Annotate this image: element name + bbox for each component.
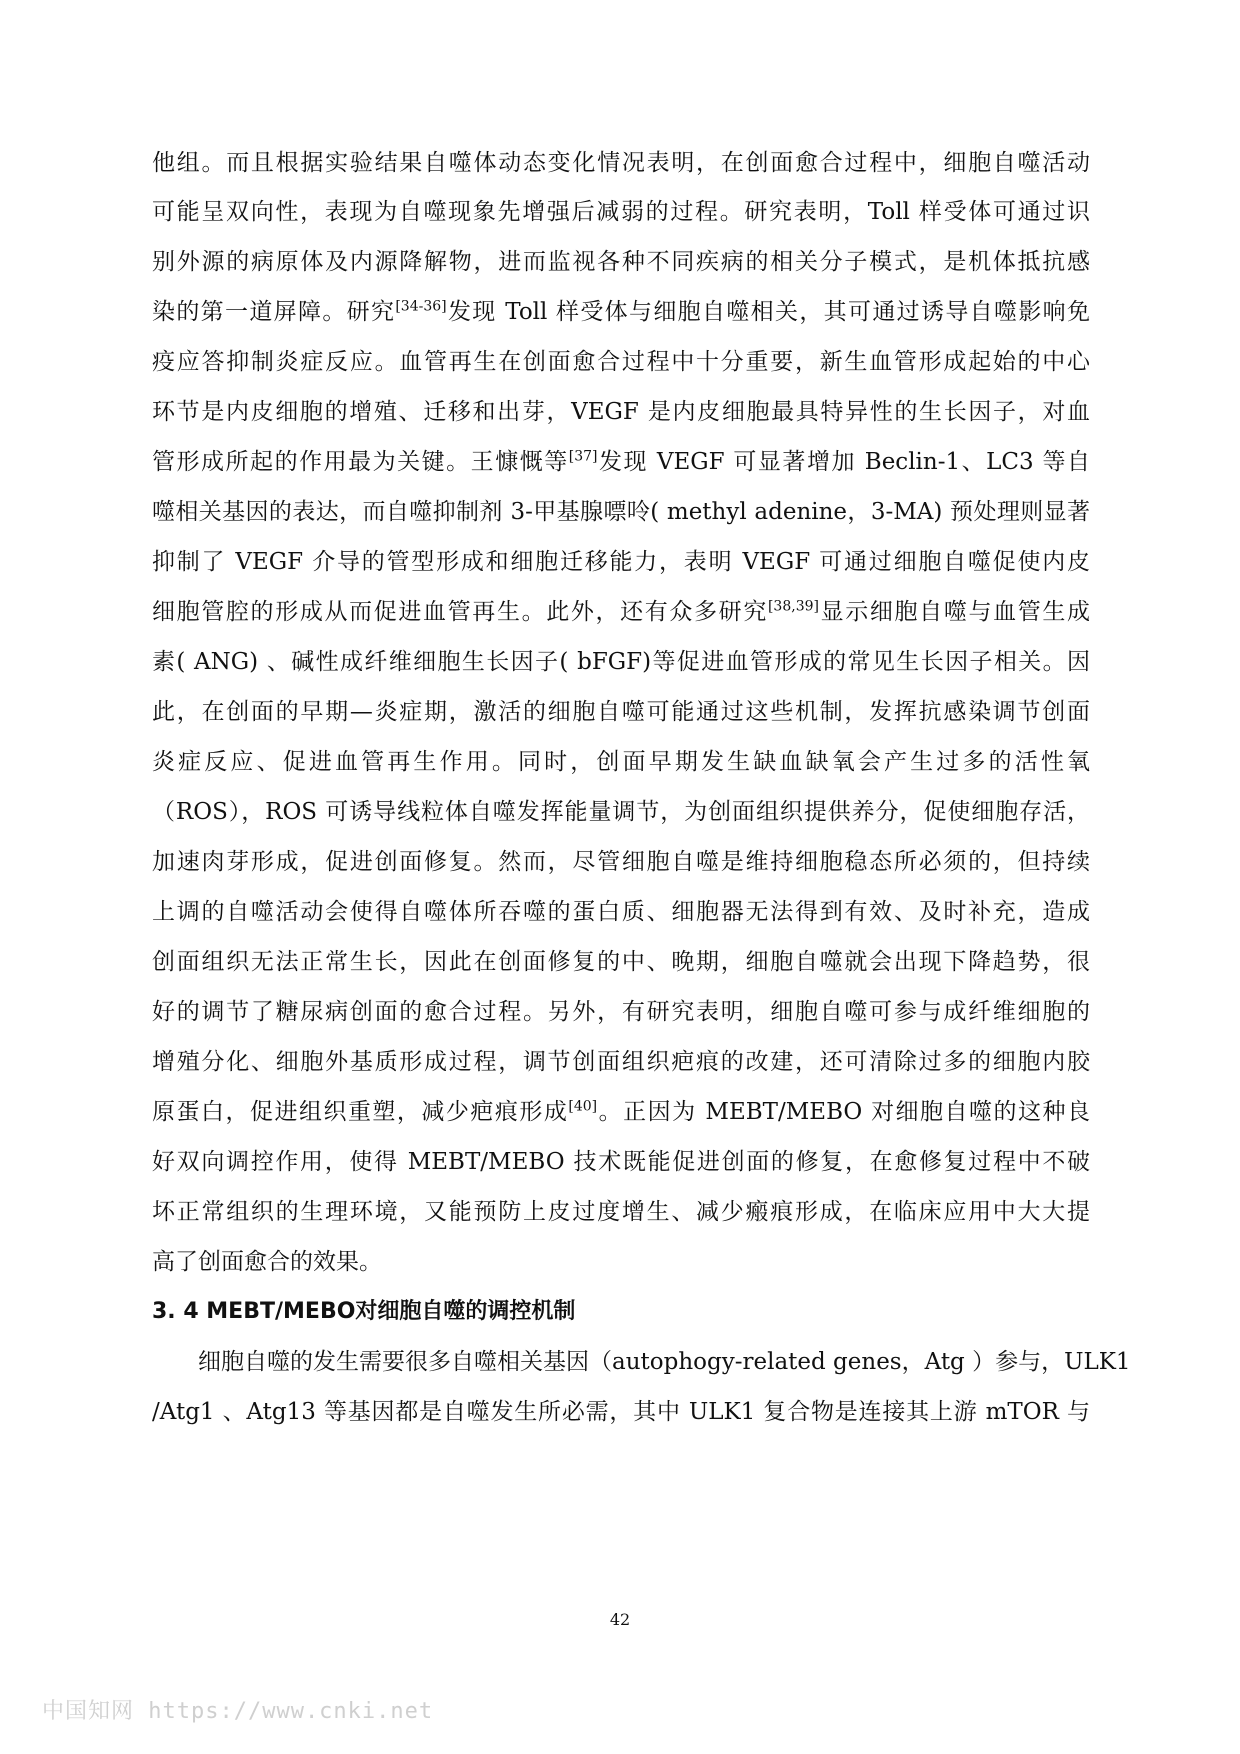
citation-marker: [37]	[568, 448, 598, 465]
body-line: 原蛋白，促进组织重塑，减少疤痕形成[40]。正因为 MEBT/MEBO 对细胞自噬的这种良	[152, 1098, 1091, 1125]
cnki-watermark: 中国知网 https://www.cnki.net	[42, 1699, 434, 1724]
body-line: 好双向调控作用，使得 MEBT/MEBO 技术既能促进创面的修复，在愈修复过程中不破	[152, 1149, 1090, 1175]
body-line: 抑制了 VEGF 介导的管型形成和细胞迁移能力，表明 VEGF 可通过细胞自噬促使内皮	[152, 549, 1090, 575]
body-line: 炎症反应、促进血管再生作用。同时，创面早期发生缺血缺氧会产生过多的活性氧	[152, 749, 1090, 775]
citation-marker: [40]	[568, 1098, 598, 1115]
body-line: 高了创面愈合的效果。	[152, 1249, 382, 1275]
body-line: 坏正常组织的生理环境，又能预防上皮过度增生、减少瘢痕形成，在临床应用中大大提	[152, 1199, 1090, 1225]
body-line: 细胞自噬的发生需要很多自噬相关基因（autophogy-related genes，Atg ）参与，ULK1	[152, 1349, 1131, 1375]
body-line: 可能呈双向性，表现为自噬现象先增强后减弱的过程。研究表明，Toll 样受体可通过识	[152, 199, 1090, 225]
body-line: 疫应答抑制炎症反应。血管再生在创面愈合过程中十分重要，新生血管形成起始的中心	[152, 349, 1090, 375]
body-line: 别外源的病原体及内源降解物，进而监视各种不同疾病的相关分子模式，是机体抵抗感	[152, 249, 1090, 275]
citation-marker: [34-36]	[395, 298, 447, 315]
body-line: 创面组织无法正常生长，因此在创面修复的中、晚期，细胞自噬就会出现下降趋势，很	[152, 949, 1090, 975]
body-line: 细胞管腔的形成从而促进血管再生。此外，还有众多研究[38,39]显示细胞自噬与血管生成	[152, 598, 1091, 625]
page-number: 42	[609, 1610, 631, 1629]
body-line: 素( ANG) 、碱性成纤维细胞生长因子( bFGF)等促进血管形成的常见生长因子相关。因	[152, 649, 1090, 675]
body-line: 他组。而且根据实验结果自噬体动态变化情况表明，在创面愈合过程中，细胞自噬活动	[152, 150, 1090, 176]
body-line: /Atg1 、Atg13 等基因都是自噬发生所必需，其中 ULK1 复合物是连接其上游 mTOR 与	[152, 1399, 1090, 1425]
body-line: 环节是内皮细胞的增殖、迁移和出芽，VEGF 是内皮细胞最具特异性的生长因子，对血	[152, 399, 1090, 425]
body-line: （ROS），ROS 可诱导线粒体自噬发挥能量调节，为创面组织提供养分，促使细胞存活，	[152, 799, 1090, 825]
citation-marker: [38,39]	[767, 598, 819, 615]
body-line: 好的调节了糖尿病创面的愈合过程。另外，有研究表明，细胞自噬可参与成纤维细胞的	[152, 999, 1090, 1025]
section-heading: 3. 4 MEBT/MEBO对细胞自噬的调控机制	[152, 1299, 576, 1324]
body-line: 染的第一道屏障。研究[34-36]发现 Toll 样受体与细胞自噬相关，其可通过诱导自噬影响免	[152, 298, 1090, 325]
body-line: 管形成所起的作用最为关键。王慷慨等[37]发现 VEGF 可显著增加 Beclin-1、LC3 等自	[152, 448, 1090, 475]
body-line: 噬相关基因的表达，而自噬抑制剂 3-甲基腺嘌呤( methyl adenine，3-MA) 预处理则显著	[152, 499, 1090, 525]
body-line: 此，在创面的早期—炎症期，激活的细胞自噬可能通过这些机制，发挥抗感染调节创面	[152, 699, 1090, 725]
body-line: 加速肉芽形成，促进创面修复。然而，尽管细胞自噬是维持细胞稳态所必须的，但持续	[152, 849, 1090, 875]
body-line: 增殖分化、细胞外基质形成过程，调节创面组织疤痕的改建，还可清除过多的细胞内胶	[152, 1049, 1090, 1075]
body-line: 上调的自噬活动会使得自噬体所吞噬的蛋白质、细胞器无法得到有效、及时补充，造成	[152, 899, 1090, 925]
